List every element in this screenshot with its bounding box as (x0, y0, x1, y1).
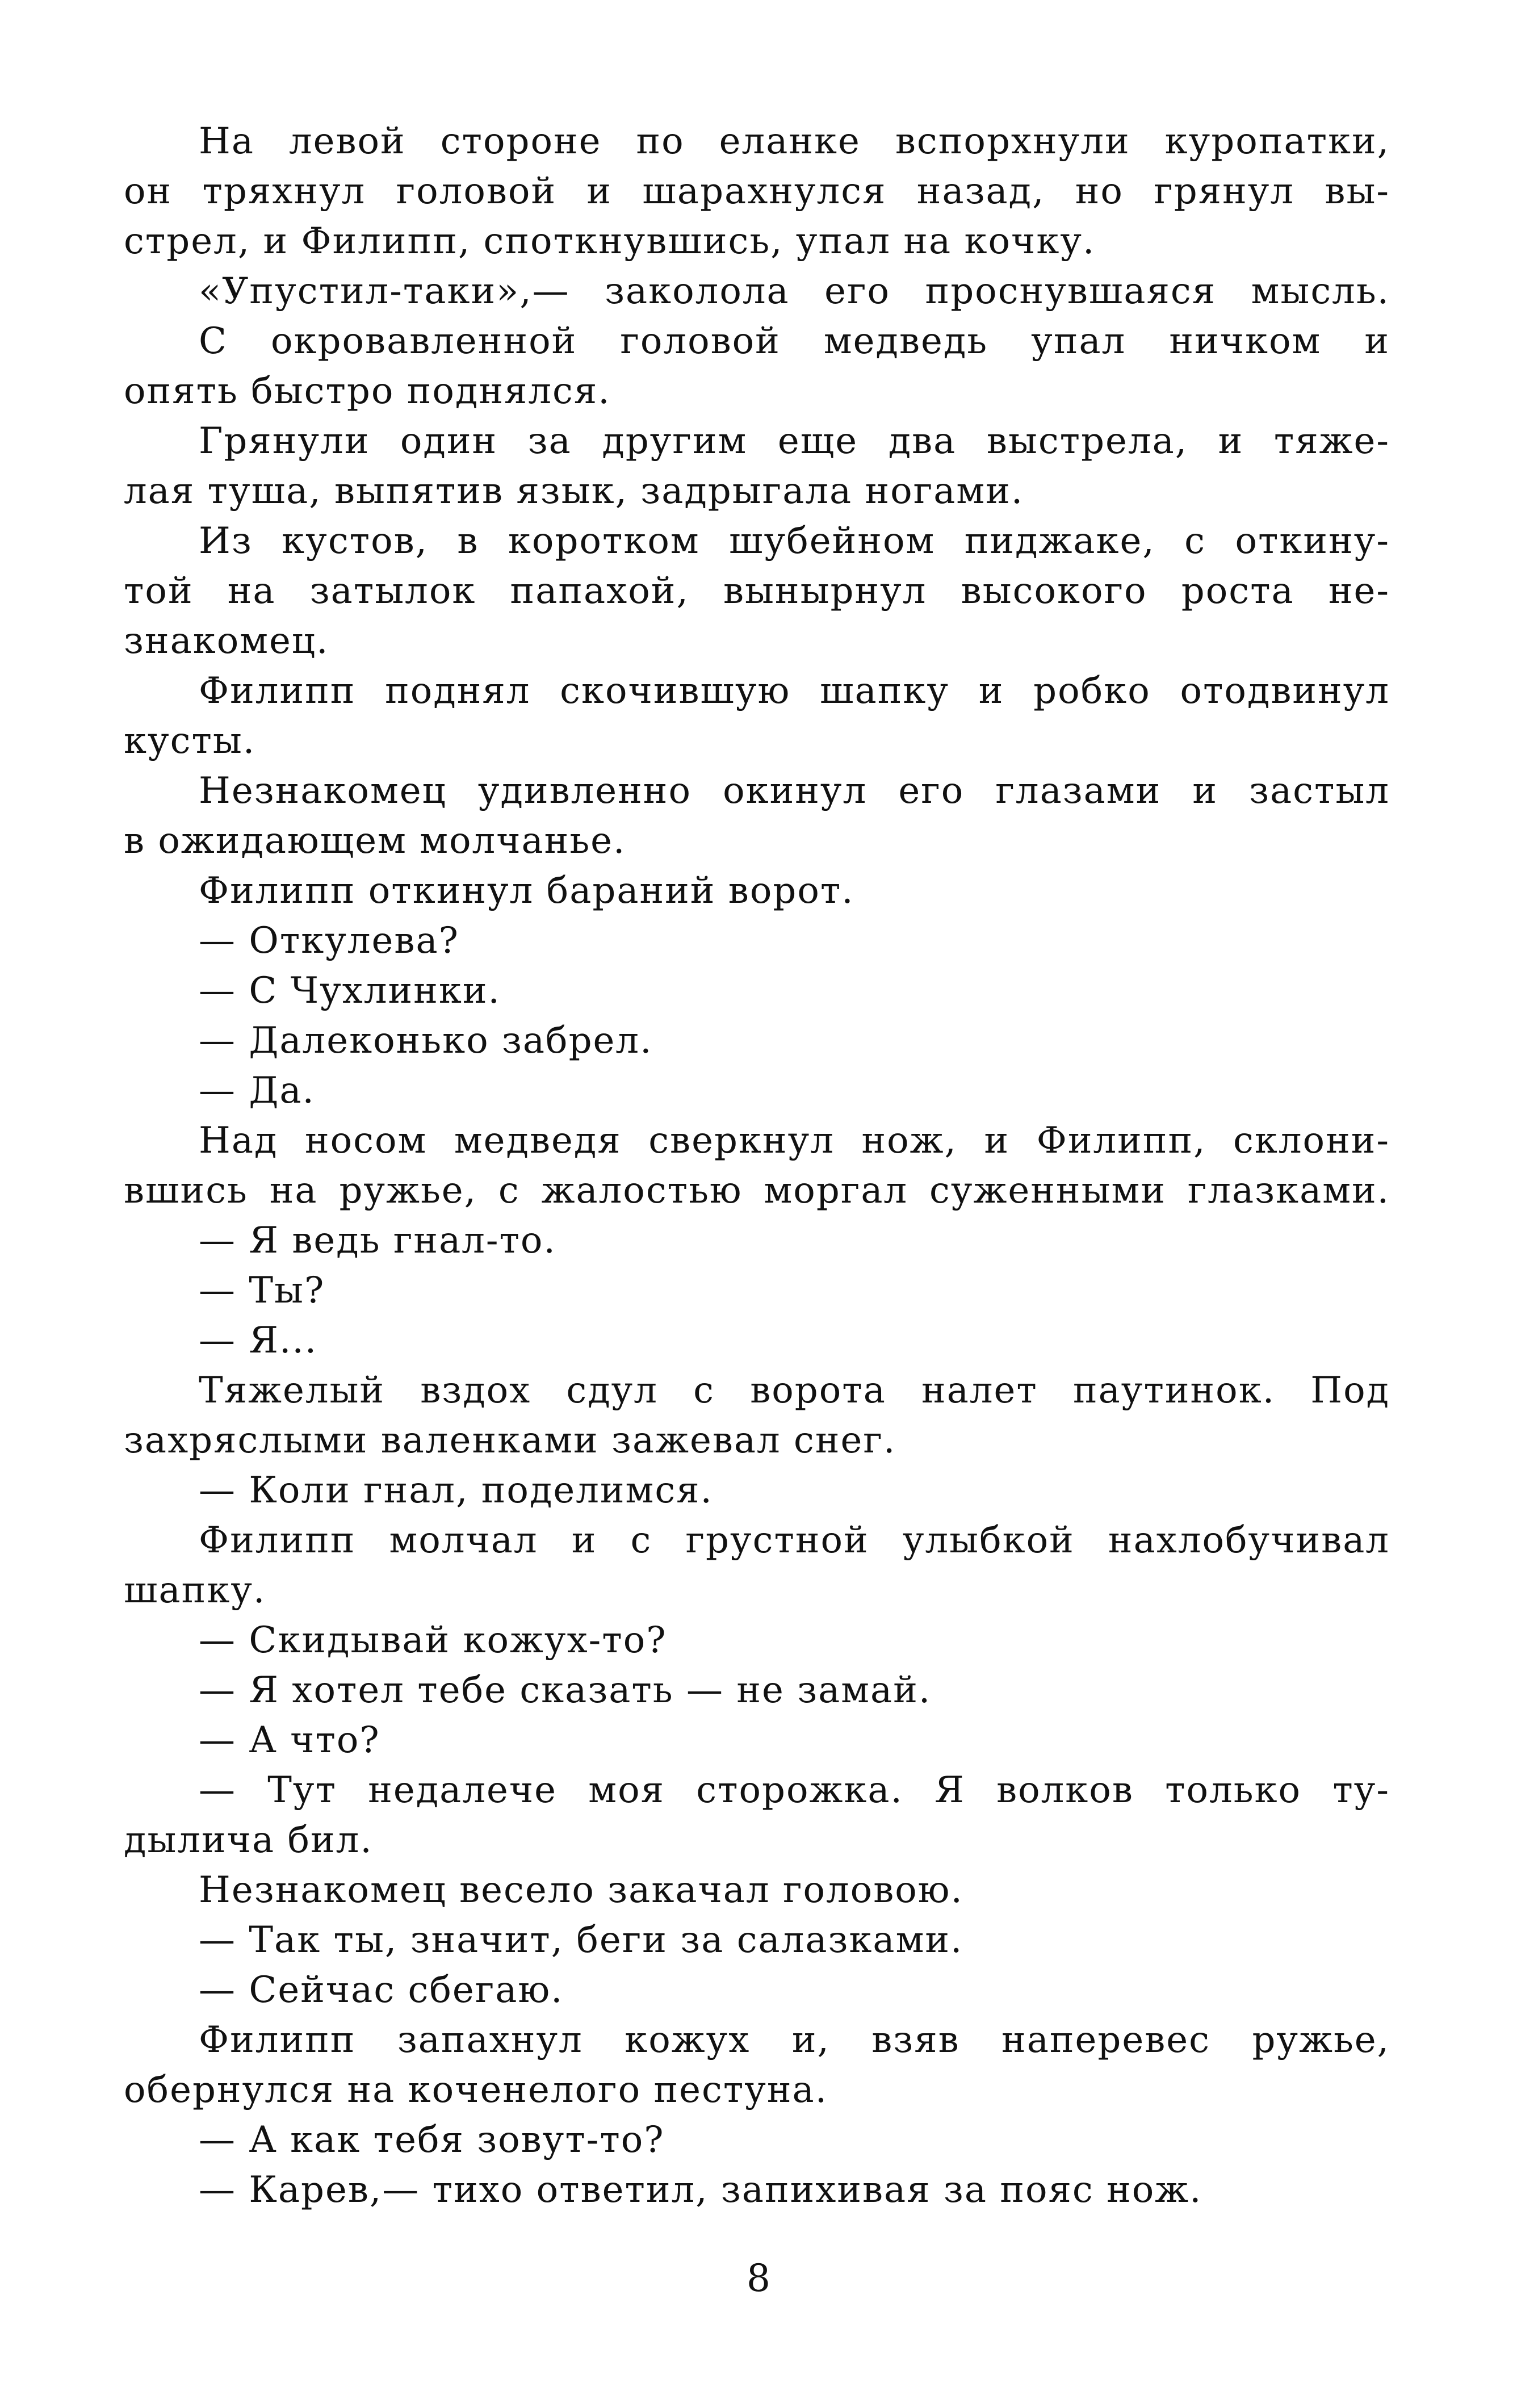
text-line: — Далеконько забрел. (199, 1020, 653, 1062)
text-line: С окровавленной головой медведь упал ничком и (199, 320, 1390, 362)
text-line: в ожидающем молчанье. (124, 820, 626, 862)
text-line: стрел, и Филипп, споткнувшись, упал на кочку. (124, 220, 1096, 262)
text-line: — А как тебя зовут-то? (199, 2119, 665, 2161)
text-line: — А что? (199, 1719, 380, 1761)
text-line: Грянули один за другим еще два выстрела, и тяже- (199, 420, 1390, 462)
text-line: — Тут недалече моя сторожка. Я волков только ту- (199, 1769, 1390, 1811)
page-number: 8 (747, 2256, 770, 2300)
text-line: — Откулева? (199, 920, 459, 962)
text-line: — Я ведь гнал-то. (199, 1220, 556, 1262)
text-line: — Скидывай кожух-то? (199, 1619, 667, 1661)
text-line: Филипп молчал и с грустной улыбкой нахлобучивал (199, 1519, 1390, 1561)
text-line: — Так ты, значит, беги за салазками. (199, 1919, 963, 1961)
text-line: он тряхнул головой и шарахнулся назад, но грянул вы- (124, 170, 1390, 212)
text-line: — С Чухлинки. (199, 970, 501, 1012)
text-line: Незнакомец удивленно окинул его глазами и застыл (199, 770, 1390, 812)
text-line: Тяжелый вздох сдул с ворота налет паутинок. Под (199, 1370, 1390, 1412)
text-line: лая туша, выпятив язык, задрыгала ногами. (124, 470, 1024, 512)
text-line: кусты. (124, 720, 256, 762)
text-line: опять быстро поднялся. (124, 370, 611, 412)
text-line: знакомец. (124, 620, 329, 662)
text-line: — Я... (199, 1320, 318, 1362)
text-line: Филипп запахнул кожух и, взяв наперевес ружье, (199, 2019, 1390, 2061)
text-line: той на затылок папахой, вынырнул высокого роста не- (124, 570, 1390, 612)
text-line: На левой стороне по еланке вспорхнули куропатки, (199, 120, 1390, 162)
text-line: — Ты? (199, 1270, 325, 1312)
text-line: — Сейчас сбегаю. (199, 1969, 564, 2011)
text-line: — Я хотел тебе сказать — не замай. (199, 1669, 932, 1711)
page-text-body (124, 116, 1390, 2215)
text-line: Филипп откинул бараний ворот. (199, 870, 854, 912)
text-line: Над носом медведя сверкнул нож, и Филипп, склони- (199, 1120, 1390, 1162)
text-line: шапку. (124, 1569, 266, 1611)
text-line: Филипп поднял скочившую шапку и робко отодвинул (199, 670, 1390, 712)
text-line: — Да. (199, 1070, 315, 1112)
text-line: дылича бил. (124, 1819, 373, 1861)
text-line: вшись на ружье, с жалостью моргал суженными глазками. (124, 1170, 1390, 1212)
text-line: захряслыми валенками зажевал снег. (124, 1419, 896, 1461)
text-line: — Карев,— тихо ответил, запихивая за пояс нож. (199, 2169, 1202, 2211)
text-line: Незнакомец весело закачал головою. (199, 1869, 963, 1911)
text-line: Из кустов, в коротком шубейном пиджаке, с откину- (199, 520, 1390, 562)
text-line: обернулся на коченелого пестуна. (124, 2069, 828, 2111)
text-line: — Коли гнал, поделимся. (199, 1469, 713, 1511)
text-line: «Упустил-таки»,— заколола его проснувшаяся мысль. (199, 270, 1390, 312)
